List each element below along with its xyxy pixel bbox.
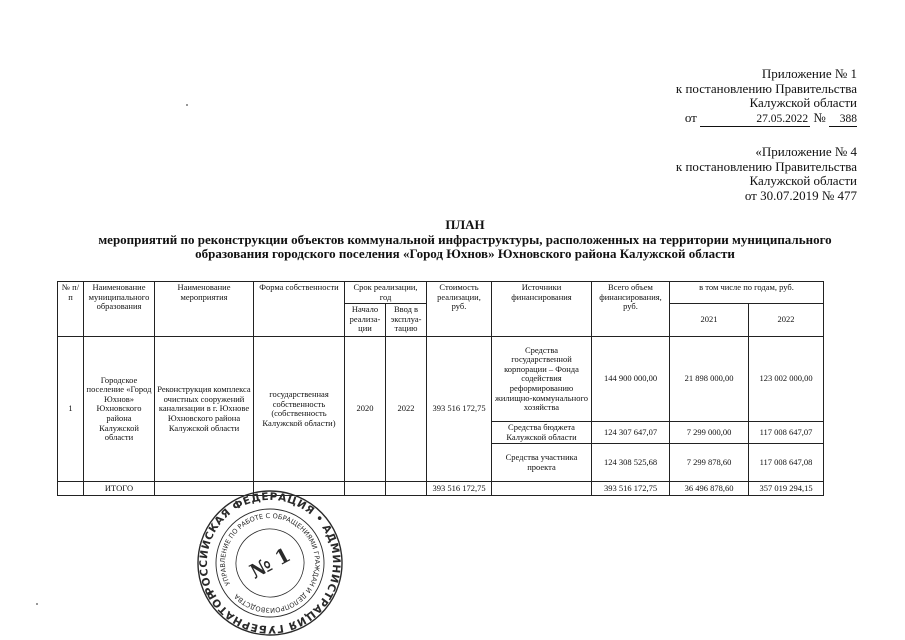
title-line-2: мероприятий по реконструкции объектов коммунальной инфраструктуры, расположенных на территории муниципального <box>98 231 832 247</box>
appendix-1-decree-line: к постановлению Правительства <box>675 80 857 96</box>
appendix-4-header <box>676 145 857 203</box>
header-sources: Источники финансирования <box>492 282 592 337</box>
source-2021: 21 898 000,00 <box>670 337 749 422</box>
header-cost: Стоимость реализации, руб. <box>427 282 492 337</box>
header-period: Срок реализации, год <box>345 282 427 304</box>
decree-number: 388 <box>829 113 857 127</box>
header-year-2021: 2021 <box>670 304 749 337</box>
source-2021: 7 299 000,00 <box>670 422 749 444</box>
header-measure: Наименование мероприятия <box>155 282 254 337</box>
title-line-3: образования городского поселения «Город Юхнов» Юхновского района Калужской области <box>195 246 735 261</box>
appendix-4-date-line: от 30.07.2019 № 477 <box>744 187 857 203</box>
total-2021: 36 496 878,60 <box>670 482 749 496</box>
source-name: Средства бюджета Калужской области <box>492 422 592 444</box>
row-commission: 2022 <box>386 337 427 482</box>
total-empty-cell <box>386 482 427 496</box>
header-commission: Ввод в эксплуа-тацию <box>386 304 427 337</box>
appendix-4-region-line: Калужской области <box>749 173 857 188</box>
row-measure: Реконструкция комплекса очистных сооружений канализации в г. Юхнове Юхновского района Калужской области <box>155 337 254 482</box>
header-municipality: Наименование муниципального образования <box>84 282 155 337</box>
decree-date: 27.05.2022 <box>700 113 810 127</box>
source-2022: 117 008 647,08 <box>749 444 824 482</box>
header-ownership: Форма собственности <box>254 282 345 337</box>
header-total: Всего объем финансирования, руб. <box>592 282 670 337</box>
seal-number: № 1 <box>245 542 295 584</box>
header-start: Начало реализа-ции <box>345 304 386 337</box>
appendix-4-decree-line: к постановлению Правительства <box>675 158 857 174</box>
official-seal <box>195 488 345 638</box>
total-cost: 393 516 172,75 <box>427 482 492 496</box>
source-name: Средства участника проекта <box>492 444 592 482</box>
row-cost: 393 516 172,75 <box>427 337 492 482</box>
total-empty-cell <box>58 482 84 496</box>
header-year-2022: 2022 <box>749 304 824 337</box>
total-empty-cell <box>492 482 592 496</box>
total-sum: 393 516 172,75 <box>592 482 670 496</box>
from-label: от <box>684 109 697 125</box>
row-ownership: государственная собственность (собственность Калужской области) <box>254 337 345 482</box>
plan-table <box>57 281 824 496</box>
row-municipality: Городское поселение «Город Юхнов» Юхновского района Калужской области <box>84 337 155 482</box>
source-total: 124 307 647,07 <box>592 422 670 444</box>
total-row <box>58 482 824 496</box>
seal-outer-text: РОССИЙСКАЯ ФЕДЕРАЦИЯ • АДМИНИСТРАЦИЯ ГУБЕРНАТОРА <box>197 490 343 636</box>
appendix-1-line: Приложение № 1 <box>761 66 857 81</box>
appendix-1-region-line: Калужской области <box>749 95 857 110</box>
row-start: 2020 <box>345 337 386 482</box>
header-num: № п/п <box>58 282 84 337</box>
total-2022: 357 019 294,15 <box>749 482 824 496</box>
source-total: 144 900 000,00 <box>592 337 670 422</box>
source-total: 124 308 525,68 <box>592 444 670 482</box>
scan-speck <box>186 104 188 106</box>
scan-speck <box>36 603 38 605</box>
appendix-1-header <box>676 67 857 127</box>
table-row <box>58 337 824 422</box>
source-2022: 123 002 000,00 <box>749 337 824 422</box>
source-name: Средства государственной корпорации – Фонда содействия реформированию жилищно-коммунального хозяйства <box>492 337 592 422</box>
source-2022: 117 008 647,07 <box>749 422 824 444</box>
header-by-years: в том числе по годам, руб. <box>670 282 824 304</box>
seal-inner-text: УПРАВЛЕНИЕ ПО РАБОТЕ С ОБРАЩЕНИЯМИ ГРАЖДАН И ДЕЛОПРОИЗВОДСТВА <box>218 511 322 615</box>
table-header-row-1 <box>58 282 824 304</box>
appendix-4-line: «Приложение № 4 <box>755 144 857 159</box>
source-2021: 7 299 878,60 <box>670 444 749 482</box>
document-title <box>40 218 890 262</box>
row-num: 1 <box>58 337 84 482</box>
total-empty-cell <box>345 482 386 496</box>
title-plan: ПЛАН <box>445 217 485 232</box>
number-label: № <box>813 109 826 125</box>
total-label: ИТОГО <box>84 482 155 496</box>
appendix-1-date-line <box>676 111 857 127</box>
